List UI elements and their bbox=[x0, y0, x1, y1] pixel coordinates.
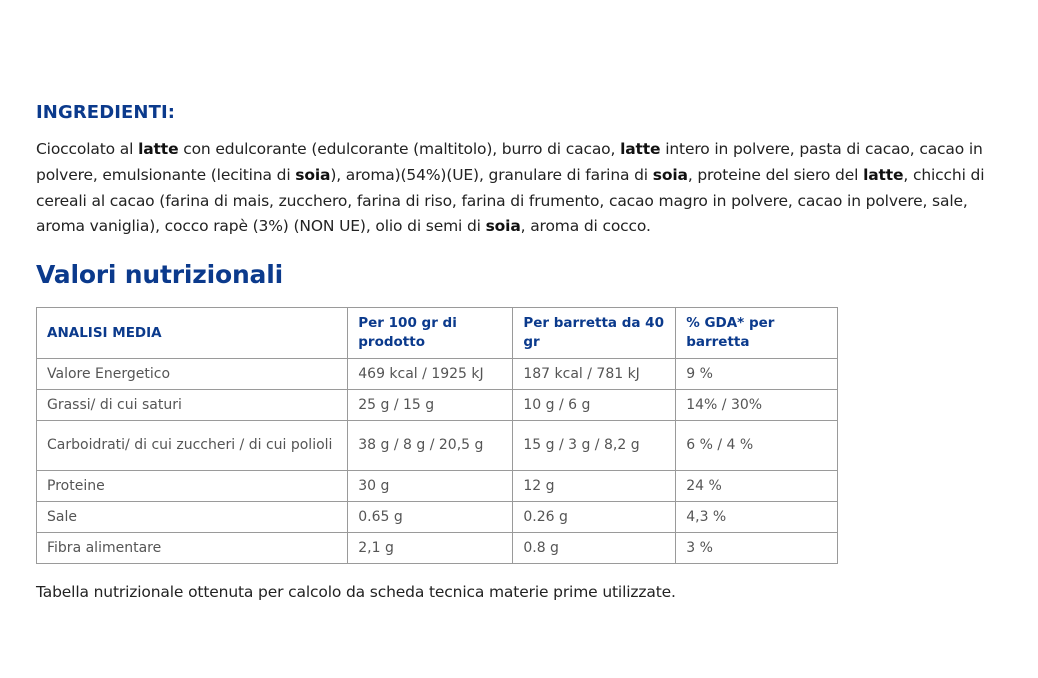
header-gda: % GDA* per barretta bbox=[676, 308, 838, 359]
table-cell: Carboidrati/ di cui zuccheri / di cui polioli bbox=[37, 421, 348, 471]
table-cell: Valore Energetico bbox=[37, 359, 348, 390]
table-cell: 2,1 g bbox=[348, 533, 513, 564]
nutrition-note: Tabella nutrizionale ottenuta per calcolo da scheda tecnica materie prime utilizzate. bbox=[36, 583, 676, 602]
table-cell: 25 g / 15 g bbox=[348, 390, 513, 421]
table-row bbox=[37, 359, 838, 390]
table-cell: 0.65 g bbox=[348, 502, 513, 533]
ingredients-segment: con edulcorante (edulcorante (maltitolo), burro di cacao, bbox=[178, 140, 621, 158]
table-cell: 30 g bbox=[348, 471, 513, 502]
table-row bbox=[37, 533, 838, 564]
header-per-100g: Per 100 gr di prodotto bbox=[348, 308, 513, 359]
table-cell: 4,3 % bbox=[676, 502, 838, 533]
table-cell: 38 g / 8 g / 20,5 g bbox=[348, 421, 513, 471]
ingredients-segment: Cioccolato al bbox=[36, 140, 139, 158]
table-cell: 14% / 30% bbox=[676, 390, 838, 421]
header-per-barretta: Per barretta da 40 gr bbox=[513, 308, 676, 359]
table-row bbox=[37, 390, 838, 421]
table-cell: 0.8 g bbox=[513, 533, 676, 564]
product-info-section bbox=[36, 101, 1016, 603]
table-cell: 9 % bbox=[676, 359, 838, 390]
header-analisi: ANALISI MEDIA bbox=[37, 308, 348, 359]
allergen-latte: latte bbox=[620, 140, 661, 158]
ingredients-segment: , proteine del siero del bbox=[687, 165, 864, 184]
ingredients-text bbox=[36, 137, 1016, 240]
nutrition-heading: Valori nutrizionali bbox=[36, 260, 283, 290]
table-cell: 12 g bbox=[513, 471, 676, 502]
allergen-latte: latte bbox=[863, 165, 904, 184]
table-cell: Proteine bbox=[37, 471, 348, 502]
table-row bbox=[37, 502, 838, 533]
table-header-row bbox=[37, 308, 838, 359]
table-cell: Grassi/ di cui saturi bbox=[37, 390, 348, 421]
table-cell: 469 kcal / 1925 kJ bbox=[348, 359, 513, 390]
table-row bbox=[37, 471, 838, 502]
ingredients-segment: , aroma di cocco. bbox=[520, 217, 651, 236]
ingredients-segment: intero in polvere, pasta di cacao, cacao in polvere, emulsionante (lecitina di bbox=[36, 140, 983, 184]
ingredients-heading: INGREDIENTI: bbox=[36, 102, 176, 123]
allergen-soia: soia bbox=[295, 165, 331, 184]
table-cell: 15 g / 3 g / 8,2 g bbox=[513, 421, 676, 471]
table-cell: 24 % bbox=[676, 471, 838, 502]
allergen-soia: soia bbox=[485, 217, 521, 236]
allergen-latte: latte bbox=[138, 140, 179, 158]
nutrition-table bbox=[36, 307, 838, 564]
table-cell: Sale bbox=[37, 502, 348, 533]
table-cell: 3 % bbox=[676, 533, 838, 564]
table-cell: 0.26 g bbox=[513, 502, 676, 533]
ingredients-segment: ), aroma)(54%)(UE), granulare di farina di bbox=[330, 165, 653, 184]
ingredients-segment: , chicchi di cereali al cacao (farina di mais, zucchero, farina di riso, farina di frumento, cacao magro in polvere, cacao in polvere, sale, aroma vaniglia), cocco rapè (3%) (NON UE), olio di semi di bbox=[36, 165, 985, 236]
table-cell: Fibra alimentare bbox=[37, 533, 348, 564]
table-cell: 10 g / 6 g bbox=[513, 390, 676, 421]
table-cell: 187 kcal / 781 kJ bbox=[513, 359, 676, 390]
allergen-soia: soia bbox=[652, 165, 688, 184]
table-cell: 6 % / 4 % bbox=[676, 421, 838, 471]
table-row bbox=[37, 421, 838, 471]
